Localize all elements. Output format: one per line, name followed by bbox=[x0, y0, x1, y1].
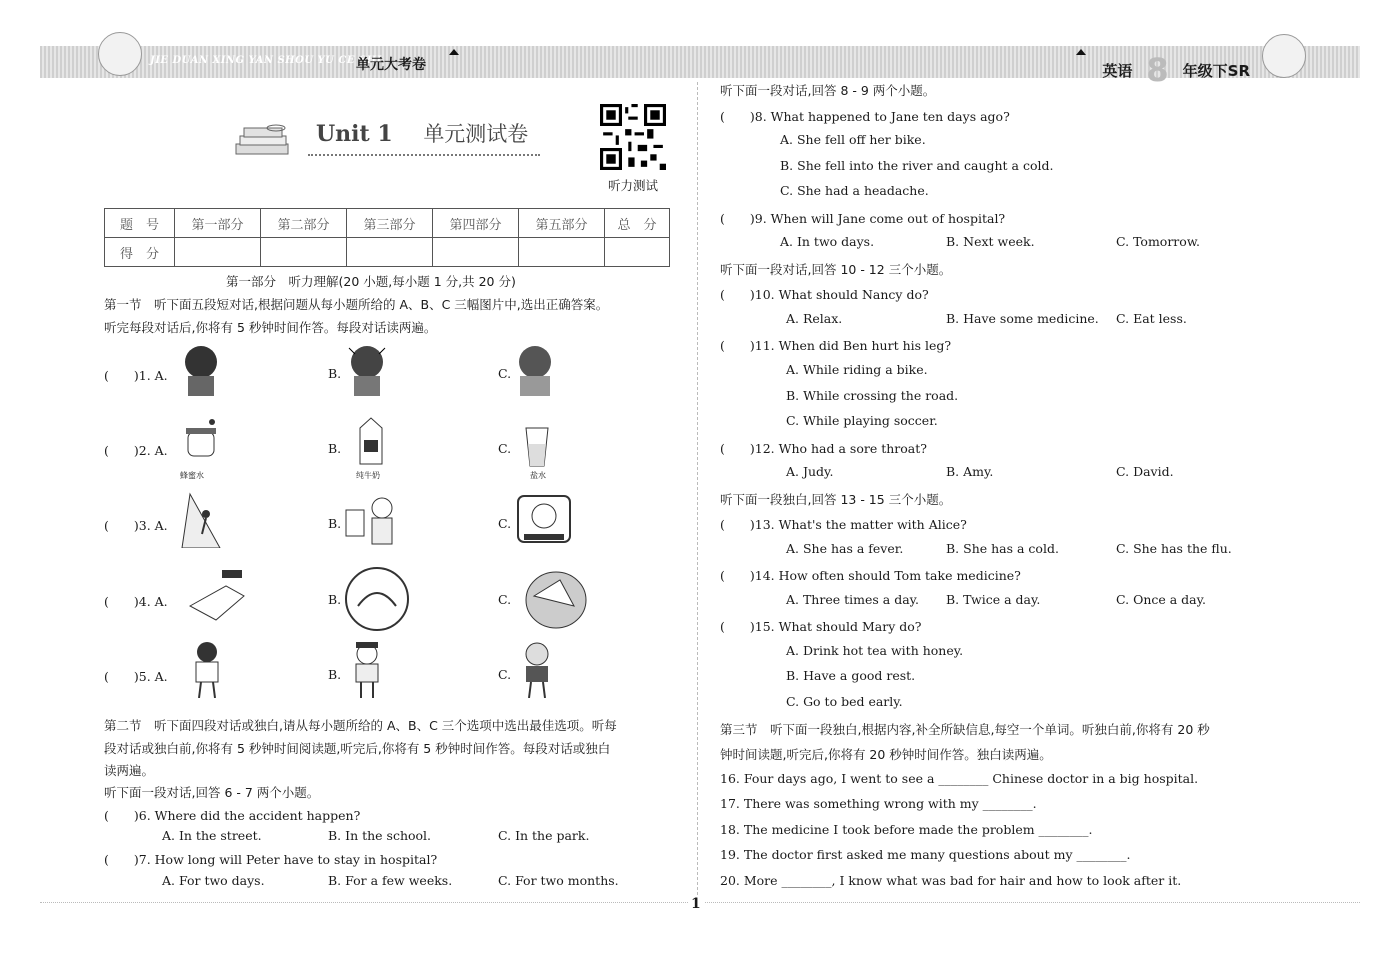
triangle-marker-icon bbox=[449, 49, 459, 55]
milk-carton-picture-icon bbox=[350, 414, 392, 472]
option-c: C. In the park. bbox=[498, 828, 590, 843]
climbing-picture-icon bbox=[180, 490, 222, 548]
option-c: C. Go to bed early. bbox=[786, 694, 903, 709]
score-cell: 题 号 bbox=[105, 209, 175, 238]
nurse-picture-icon bbox=[344, 490, 400, 548]
fill-blank-question[interactable]: 16. Four days ago, I went to see a ________ Chinese doctor in a big hospital. bbox=[720, 771, 1199, 786]
fill-blank-question[interactable]: 18. The medicine I took before made the problem ________. bbox=[720, 822, 1093, 837]
edition-label: 年级下SR bbox=[1182, 61, 1250, 80]
question-number: ( )1. A. bbox=[104, 368, 168, 383]
picture-caption: 纯牛奶 bbox=[356, 471, 380, 480]
option-a: A. She has a fever. bbox=[786, 541, 904, 556]
dialog-intro: 听下面一段对话,回答 6 - 7 两个小题。 bbox=[104, 785, 320, 800]
section2-instructions: 第二节 听下面四段对话或独白,请从每小题所给的 A、B、C 三个选项中选出最佳选项。听每 bbox=[104, 718, 617, 733]
option-a: A. Judy. bbox=[786, 464, 834, 479]
header-left-title: 单元大考卷 bbox=[356, 57, 426, 73]
qr-caption: 听力测试 bbox=[608, 178, 659, 193]
unit-label: Unit 1 bbox=[316, 121, 393, 147]
option-b: B. Have some medicine. bbox=[946, 311, 1099, 326]
question-number: ( )3. A. bbox=[104, 518, 168, 533]
option-c: C. For two months. bbox=[498, 873, 619, 888]
score-cell: 第四部分 bbox=[433, 209, 519, 238]
score-cell: 第一部分 bbox=[175, 209, 261, 238]
television-picture-icon bbox=[516, 492, 572, 550]
option-label: C. bbox=[498, 592, 512, 607]
option-label: C. bbox=[498, 516, 512, 531]
section2-instructions: 读两遍。 bbox=[104, 763, 155, 778]
option-a: A. In the street. bbox=[162, 828, 262, 843]
boy-cap-picture-icon bbox=[346, 640, 388, 698]
monologue-intro: 听下面一段独白,回答 13 - 15 三个小题。 bbox=[720, 492, 952, 507]
dialog-intro: 听下面一段对话,回答 10 - 12 三个小题。 bbox=[720, 262, 952, 277]
option-label: B. bbox=[328, 366, 342, 381]
question-stem: ( )9. When will Jane come out of hospital? bbox=[720, 211, 1006, 226]
salt-water-glass-picture-icon bbox=[516, 414, 558, 472]
question-stem: ( )15. What should Mary do? bbox=[720, 619, 922, 634]
rash-face-picture-icon bbox=[514, 340, 556, 398]
score-cell: 第三部分 bbox=[347, 209, 433, 238]
option-c: C. She has the flu. bbox=[1116, 541, 1232, 556]
score-input-cell[interactable] bbox=[261, 238, 347, 267]
honey-jar-picture-icon bbox=[180, 414, 222, 472]
option-a: A. Relax. bbox=[786, 311, 843, 326]
option-c: C. Tomorrow. bbox=[1116, 234, 1201, 249]
question-stem: ( )12. Who had a sore throat? bbox=[720, 441, 927, 456]
column-divider bbox=[697, 82, 698, 910]
option-c: C. She had a headache. bbox=[780, 183, 929, 198]
score-header-row bbox=[105, 209, 670, 238]
series-name: JIE DUAN XING YAN SHOU YU CE SHI bbox=[150, 55, 382, 66]
unit-title bbox=[316, 118, 528, 148]
question-stem: ( )11. When did Ben hurt his leg? bbox=[720, 338, 952, 353]
option-a: A. Three times a day. bbox=[786, 592, 920, 607]
option-c: C. While playing soccer. bbox=[786, 413, 938, 428]
option-b: B. Have a good rest. bbox=[786, 668, 916, 683]
fill-blank-question[interactable]: 20. More ________, I know what was bad for hair and how to look after it. bbox=[720, 873, 1182, 888]
unit-title-banner bbox=[232, 118, 542, 164]
boy-stomachache-picture-icon bbox=[186, 640, 228, 698]
cartoon-boy-icon bbox=[98, 32, 142, 76]
option-c: C. Eat less. bbox=[1116, 311, 1187, 326]
option-b: B. She fell into the river and caught a cold. bbox=[780, 158, 1054, 173]
question-stem: ( )14. How often should Tom take medicine? bbox=[720, 568, 1021, 583]
option-a: A. While riding a bike. bbox=[786, 362, 928, 377]
option-c: C. David. bbox=[1116, 464, 1174, 479]
score-input-cell[interactable] bbox=[175, 238, 261, 267]
question-number: ( )4. A. bbox=[104, 594, 168, 609]
score-cell: 得 分 bbox=[105, 238, 175, 267]
washing-cut-picture-icon bbox=[186, 566, 250, 624]
score-input-cell[interactable] bbox=[347, 238, 433, 267]
section1-instructions: 听完每段对话后,你将有 5 秒钟时间作答。每段对话读两遍。 bbox=[104, 320, 437, 335]
option-label: B. bbox=[328, 667, 342, 682]
option-b: B. While crossing the road. bbox=[786, 388, 959, 403]
picture-caption: 盐水 bbox=[530, 471, 546, 480]
part1-heading: 第一部分 听力理解(20 小题,每小题 1 分,共 20 分) bbox=[226, 274, 516, 289]
question-stem: ( )7. How long will Peter have to stay in hospital? bbox=[104, 852, 438, 867]
qr-code-icon[interactable] bbox=[600, 104, 666, 170]
score-cell: 第二部分 bbox=[261, 209, 347, 238]
section2-instructions: 段对话或独白前,你将有 5 秒钟时间阅读题,听完后,你将有 5 秒钟时间作答。每段对话或独白 bbox=[104, 741, 611, 756]
option-c: C. Once a day. bbox=[1116, 592, 1206, 607]
option-label: C. bbox=[498, 441, 512, 456]
sick-face-picture-icon bbox=[180, 340, 222, 398]
question-stem: ( )6. Where did the accident happen? bbox=[104, 808, 361, 823]
score-input-cell[interactable] bbox=[605, 238, 670, 267]
option-label: C. bbox=[498, 366, 512, 381]
option-a: A. Drink hot tea with honey. bbox=[786, 643, 964, 658]
score-input-cell[interactable] bbox=[433, 238, 519, 267]
boy-fever-picture-icon bbox=[516, 640, 558, 698]
page-number: 1 bbox=[688, 896, 704, 912]
question-stem: ( )13. What's the matter with Alice? bbox=[720, 517, 967, 532]
score-value-row bbox=[105, 238, 670, 267]
option-a: A. For two days. bbox=[162, 873, 265, 888]
books-icon bbox=[232, 124, 296, 158]
option-b: B. She has a cold. bbox=[946, 541, 1059, 556]
dialog-intro: 听下面一段对话,回答 8 - 9 两个小题。 bbox=[720, 83, 936, 98]
option-label: B. bbox=[328, 516, 342, 531]
question-number: ( )5. A. bbox=[104, 669, 168, 684]
picture-caption: 蜂蜜水 bbox=[180, 471, 204, 480]
score-cell: 第五部分 bbox=[519, 209, 605, 238]
sore-hand-picture-icon bbox=[516, 566, 588, 632]
triangle-marker-icon bbox=[1076, 49, 1086, 55]
option-b: B. For a few weeks. bbox=[328, 873, 453, 888]
question-stem: ( )10. What should Nancy do? bbox=[720, 287, 929, 302]
fill-blank-question[interactable]: 17. There was something wrong with my ________. bbox=[720, 796, 1037, 811]
cartoon-girl-icon bbox=[1262, 34, 1306, 78]
header-right bbox=[1102, 51, 1250, 89]
score-input-cell[interactable] bbox=[519, 238, 605, 267]
unit-subtitle: 单元测试卷 bbox=[423, 122, 529, 146]
question-stem: ( )8. What happened to Jane ten days ago? bbox=[720, 109, 1010, 124]
grade-badge: 8 bbox=[1146, 51, 1169, 89]
washing-hands-picture-icon bbox=[344, 566, 410, 632]
fill-blank-question[interactable]: 19. The doctor first asked me many questions about my ________. bbox=[720, 847, 1131, 862]
question-number: ( )2. A. bbox=[104, 443, 168, 458]
title-underline bbox=[308, 154, 540, 156]
score-cell: 总 分 bbox=[605, 209, 670, 238]
option-label: C. bbox=[498, 667, 512, 682]
option-b: B. Twice a day. bbox=[946, 592, 1041, 607]
option-label: B. bbox=[328, 592, 342, 607]
score-table bbox=[104, 208, 670, 267]
option-b: B. In the school. bbox=[328, 828, 432, 843]
option-a: A. She fell off her bike. bbox=[780, 132, 926, 147]
option-label: B. bbox=[328, 441, 342, 456]
section3-instructions: 第三节 听下面一段独白,根据内容,补全所缺信息,每空一个单词。听独白前,你将有 20 秒 bbox=[720, 722, 1210, 737]
option-b: B. Next week. bbox=[946, 234, 1035, 249]
option-a: A. In two days. bbox=[780, 234, 875, 249]
section3-instructions: 钟时间读题,听完后,你将有 20 秒钟时间作答。独白读两遍。 bbox=[720, 747, 1052, 762]
section1-instructions: 第一节 听下面五段短对话,根据问题从每小题所给的 A、B、C 三幅图片中,选出正确答案。 bbox=[104, 297, 609, 312]
subject-label: 英语 bbox=[1102, 61, 1133, 80]
headache-picture-icon bbox=[346, 340, 388, 398]
option-b: B. Amy. bbox=[946, 464, 994, 479]
